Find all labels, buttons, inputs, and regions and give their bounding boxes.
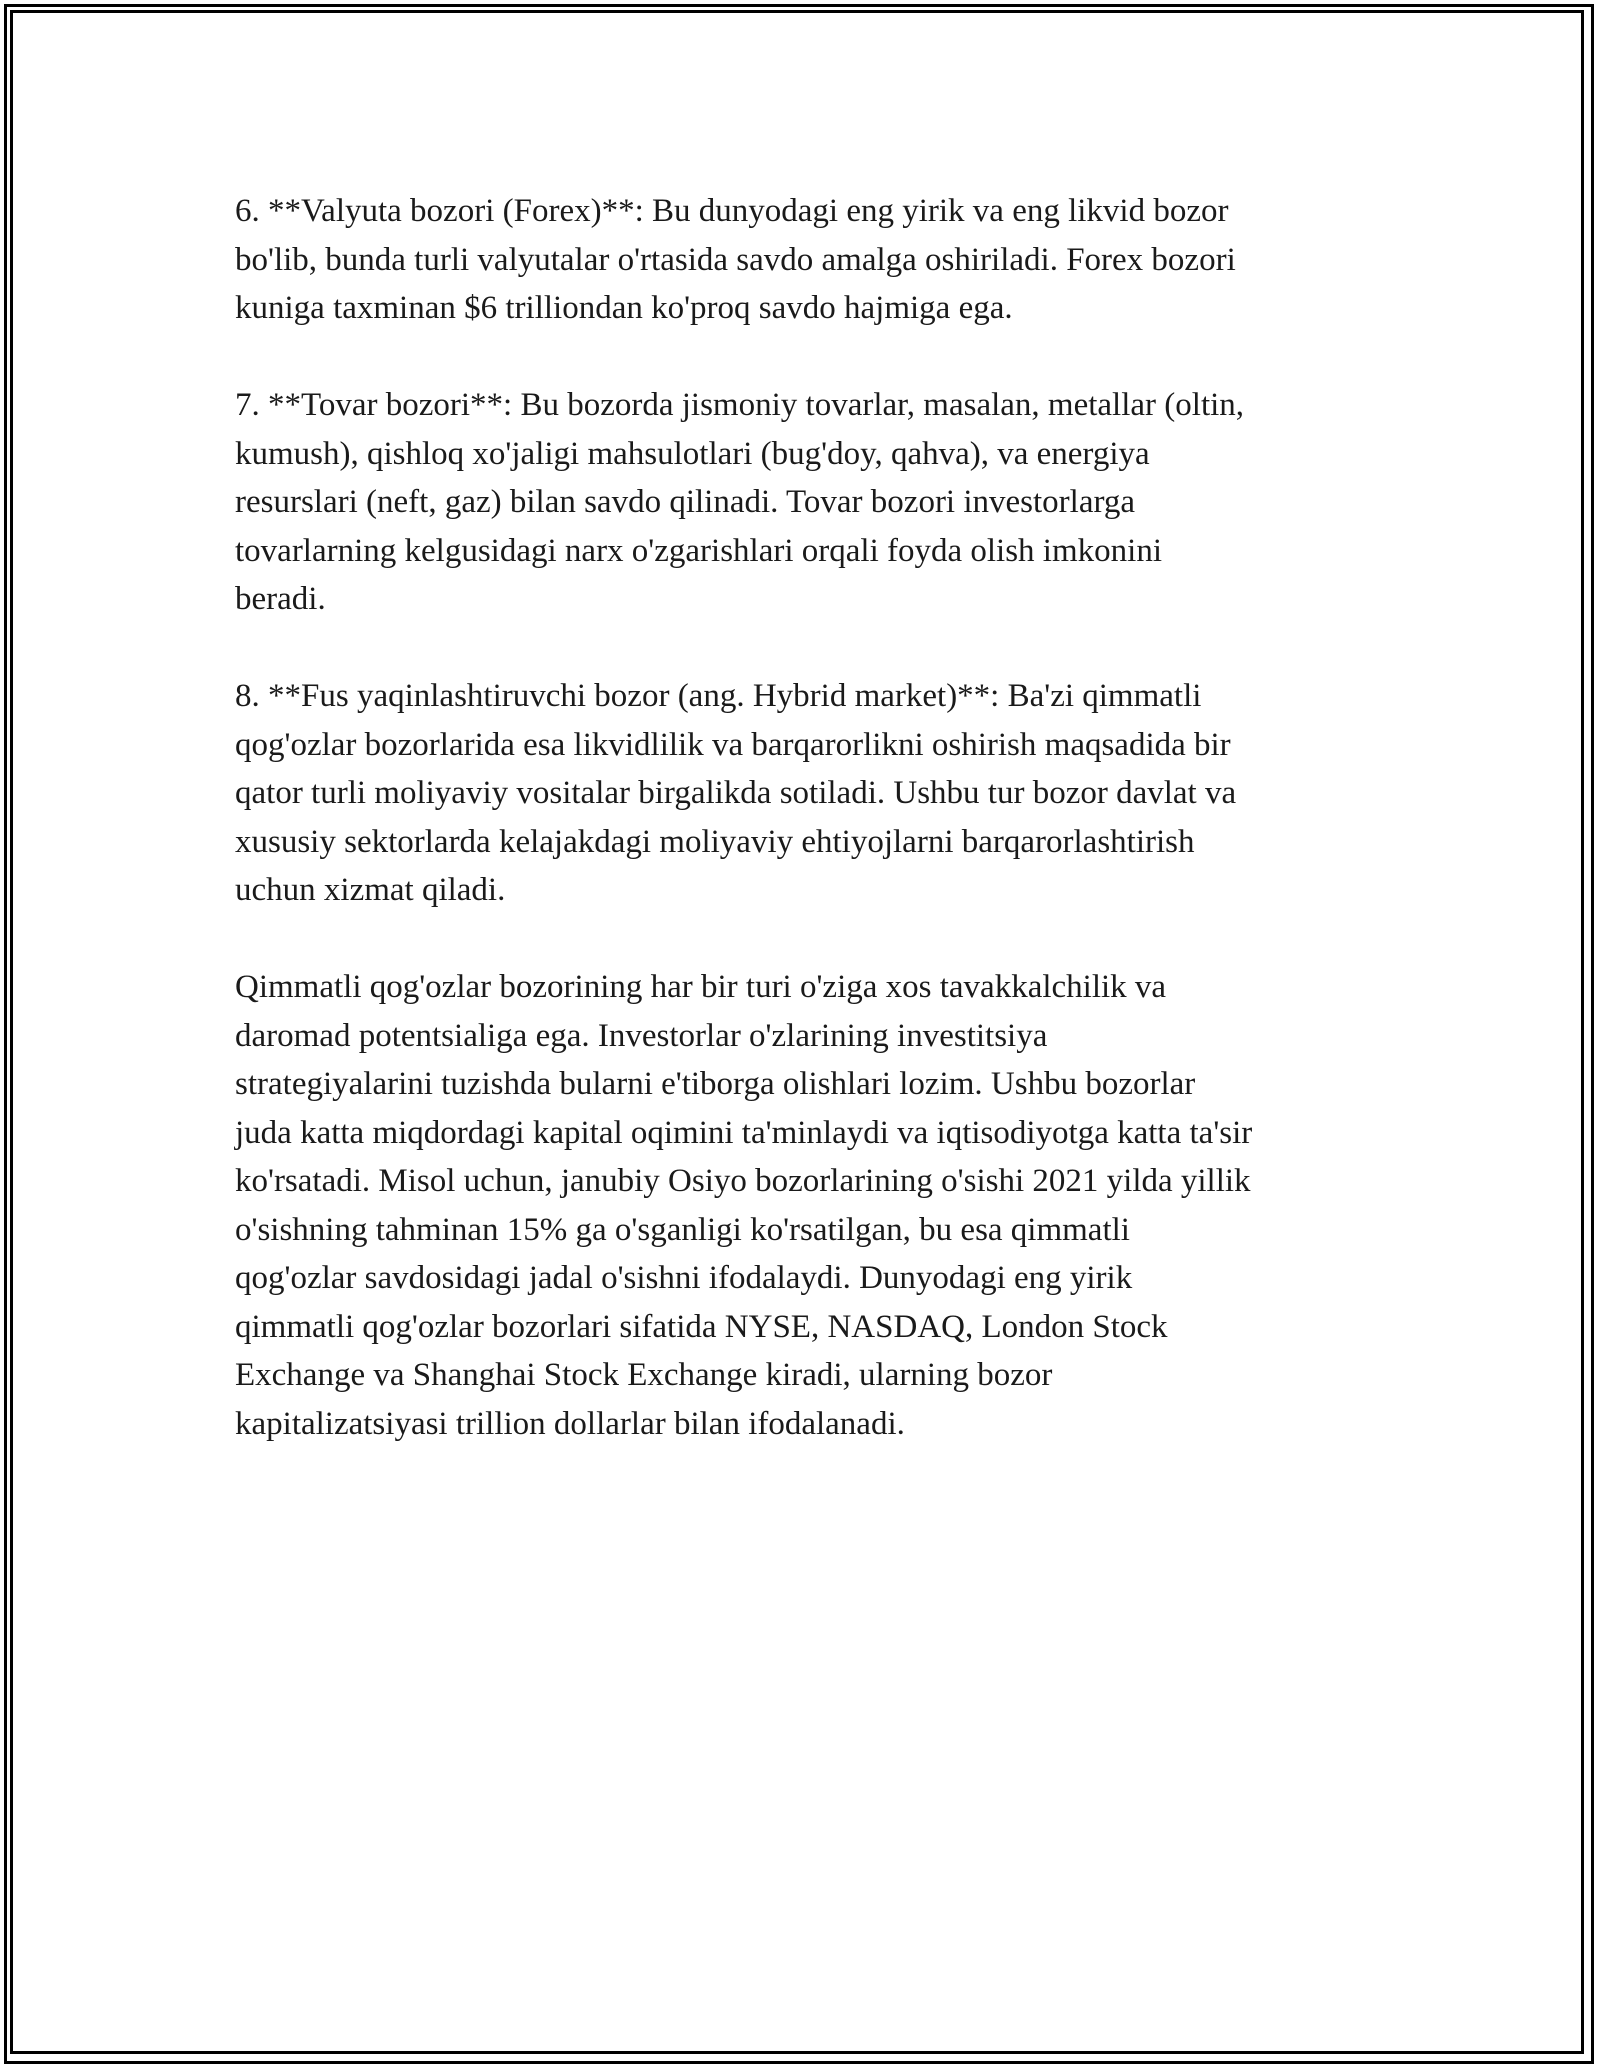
document-body xyxy=(235,187,1395,1448)
paragraph-commodity-market: 7. **Tovar bozori**: Bu bozorda jismoniy tovarlar, masalan, metallar (oltin, kumush), qishloq xo'jaligi mahsulotlari (bug'doy, qahva), va energiya resurslari (neft, gaz) bilan savdo qilinadi. Tovar bozori investorlarga tovarlarning kelgusidagi narx o'zgarishlari orqali foyda olish imkonini beradi. xyxy=(235,387,1245,617)
paragraph-summary: Qimmatli qog'ozlar bozorining har bir turi o'ziga xos tavakkalchilik va daromad potentsialiga ega. Investorlar o'zlarining investitsiya strategiyalarini tuzishda bularni e'tiborga olishlari lozim. Ushbu bozorlar juda katta miqdordagi kapital oqimini ta'minlaydi va iqtisodiyotga katta ta'sir ko'rsatadi. Misol uchun, janubiy Osiyo bozorlarining o'sishi 2021 yilda yillik o'sishning tahminan 15% ga o'sganligi ko'rsatilgan, bu esa qimmatli qog'ozlar savdosidagi jadal o'sishni ifodalaydi. Dunyodagi eng yirik qimmatli qog'ozlar bozorlari sifatida NYSE, NASDAQ, London Stock Exchange va Shanghai Stock Exchange kiradi, ularning bozor kapitalizatsiyasi trillion dollarlar bilan ifodalanadi. xyxy=(235,969,1253,1442)
paragraph-forex: 6. **Valyuta bozori (Forex)**: Bu dunyodagi eng yirik va eng likvid bozor bo'lib, bunda turli valyutalar o'rtasida savdo amalga oshiriladi. Forex bozori kuniga taxminan $6 trilliondan ko'proq savdo hajmiga ega. xyxy=(235,193,1236,326)
paragraph-hybrid-market: 8. **Fus yaqinlashtiruvchi bozor (ang. Hybrid market)**: Ba'zi qimmatli qog'ozlar bozorlarida esa likvidlilik va barqarorlikni oshirish maqsadida bir qator turli moliyaviy vositalar birgalikda sotiladi. Ushbu tur bozor davlat va xususiy sektorlarda kelajakdagi moliyaviy ehtiyojlarni barqarorlashtirish uchun xizmat qiladi. xyxy=(235,678,1237,908)
